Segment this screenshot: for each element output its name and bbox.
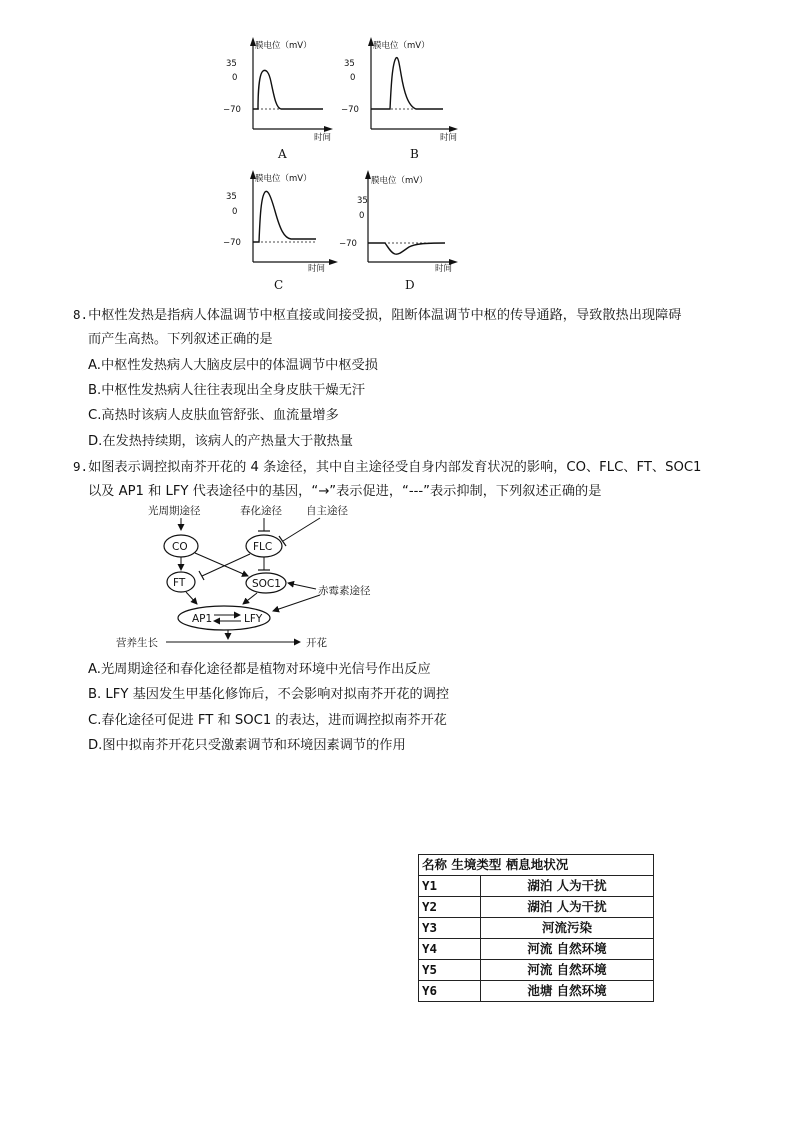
y-tick-0: 0 [359,211,365,221]
y-tick-35: 35 [344,59,355,69]
table-row [419,897,654,918]
q9-number: 9. [73,459,89,474]
q9-option-a: A.光周期途径和春化途径都是植物对环境中光信号作出反应 [88,662,431,677]
y-tick-35: 35 [357,196,368,206]
table-row [419,939,654,960]
table-header-row [419,855,654,876]
ap1-gene: AP1 [192,613,213,625]
row-desc: 河流 自然环境 [481,960,654,981]
gibberellin-label: 赤霉素途径 [318,585,371,597]
y-tick-0: 0 [350,73,356,83]
graph-letter-b: B [410,147,419,161]
y-axis-label: 膜电位（mV） [371,176,428,186]
habitat-table [418,854,654,1002]
graph-c [218,167,348,297]
y-axis-label: 膜电位（mV） [255,41,312,51]
q8-option-b: B.中枢性发热病人往往表现出全身皮肤干燥无汗 [88,383,365,398]
y-tick-0: 0 [232,207,238,217]
row-name: Y6 [419,981,481,1002]
y-tick-neg70: −70 [223,238,241,248]
q8-stem-line2: 而产生高热。下列叙述正确的是 [88,332,273,347]
q9-stem-text1: 如图表示调控拟南芥开花的 4 条途径，其中自主途径受自身内部发育状况的影响，CO、FLC、FT、SOC1 [88,460,702,475]
q8-option-d: D.在发热持续期，该病人的产热量大于散热量 [88,434,353,449]
graph-d-svg [339,167,473,297]
table-row [419,918,654,939]
q8-option-a: A.中枢性发热病人大脑皮层中的体温调节中枢受损 [88,358,378,373]
x-axis-label: 时间 [440,133,458,143]
graph-d [339,167,473,297]
vernalization-label: 春化途径 [240,505,282,517]
table-row [419,876,654,897]
autonomous-label: 自主途径 [306,505,348,517]
x-axis-label: 时间 [308,264,326,274]
x-axis-label: 时间 [435,264,453,274]
graph-b-svg [338,34,468,164]
y-axis-label: 膜电位（mV） [255,174,312,184]
graph-letter-d: D [405,278,415,292]
q8-stem-text1: 中枢性发热是指病人体温调节中枢直接或间接受损，阻断体温调节中枢的传导通路，导致散热出现障碍 [88,308,682,323]
q9-stem-line2: 以及 AP1 和 LFY 代表途径中的基因，“→”表示促进，“---”表示抑制，下列叙述正确的是 [88,484,602,499]
row-desc: 池塘 自然环境 [481,981,654,1002]
flowering-label: 开花 [306,637,327,649]
row-name: Y2 [419,897,481,918]
flc-gene: FLC [253,541,273,553]
row-name: Y5 [419,960,481,981]
photoperiod-label: 光周期途径 [148,505,201,517]
y-tick-35: 35 [226,59,237,69]
row-name: Y3 [419,918,481,939]
graph-letter-a: A [278,147,287,161]
vegetative-growth-label: 营养生长 [116,637,158,649]
graph-a-svg [218,34,338,164]
y-tick-neg70: −70 [223,105,241,115]
table-row [419,960,654,981]
row-desc: 湖泊 人为干扰 [481,876,654,897]
row-desc: 河流 自然环境 [481,939,654,960]
row-name: Y4 [419,939,481,960]
graph-c-svg [218,167,348,297]
y-tick-neg70: −70 [341,105,359,115]
co-gene: CO [172,541,188,553]
soc1-gene: SOC1 [252,578,281,590]
x-axis-label: 时间 [314,133,332,143]
q8-number: 8. [73,307,89,322]
row-name: Y1 [419,876,481,897]
table-row [419,981,654,1002]
q9-option-c: C.春化途径可促进 FT 和 SOC1 的表达，进而调控拟南芥开花 [88,713,447,728]
y-tick-neg70: −70 [339,239,357,249]
flowering-pathway-diagram [110,500,410,654]
q9-option-b: B. LFY 基因发生甲基化修饰后，不会影响对拟南芥开花的调控 [88,687,450,702]
ft-gene: FT [173,577,186,589]
graph-a [218,34,338,164]
y-tick-0: 0 [232,73,238,83]
pathway-svg [110,500,410,650]
q9-stem-line1 [73,458,701,477]
y-axis-label: 膜电位（mV） [373,41,430,51]
q8-option-c: C.高热时该病人皮肤血管舒张、血流量增多 [88,408,339,423]
lfy-gene: LFY [244,613,263,625]
y-tick-35: 35 [226,192,237,202]
q9-option-d: D.图中拟南芥开花只受激素调节和环境因素调节的作用 [88,738,406,753]
graph-letter-c: C [274,278,284,292]
row-desc: 湖泊 人为干扰 [481,897,654,918]
graph-b [338,34,468,164]
row-desc: 河流污染 [481,918,654,939]
table-header-cell: 名称 生境类型 栖息地状况 [419,855,654,876]
q8-stem-line1 [73,306,682,325]
